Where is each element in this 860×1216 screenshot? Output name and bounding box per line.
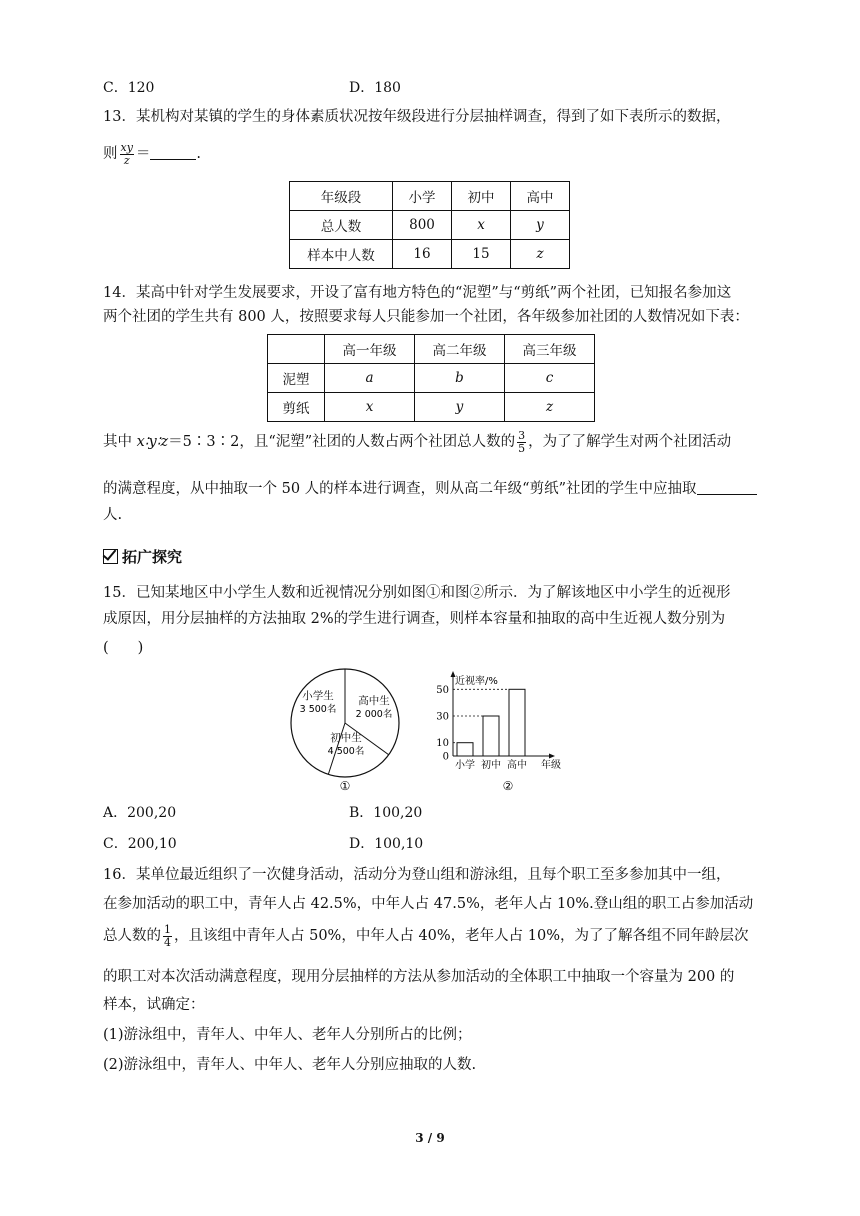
pie-caption: ① bbox=[339, 779, 351, 793]
q14-answer-blank[interactable] bbox=[697, 480, 757, 495]
table-row bbox=[268, 364, 595, 393]
y-axis-label: 近视率/% bbox=[455, 676, 498, 687]
q14-line3 bbox=[103, 430, 731, 454]
q15-line1: 15．已知某地区中小学生人数和近视情况分别如图①和图②所示．为了解该地区中小学生的近视形 bbox=[103, 585, 731, 601]
table-header-cell: 小学 bbox=[393, 182, 452, 211]
q13-line1: 13．某机构对某镇的学生的身体素质状况按年级段进行分层抽样调查，得到了如下表所示的数据， bbox=[103, 109, 731, 125]
option-a: A．200,20 bbox=[103, 805, 177, 821]
q16-line4: 的职工对本次活动满意程度，现用分层抽样的方法从参加活动的全体职工中抽取一个容量为 200 的 bbox=[103, 969, 735, 985]
x-tick-label: 小学 bbox=[455, 760, 475, 771]
q14-frac-den: 5 bbox=[518, 441, 526, 455]
q14-ratio-vars: x∶y∶z bbox=[136, 434, 169, 451]
table-cell: x bbox=[325, 393, 415, 422]
q16-frac-num: 1 bbox=[164, 923, 171, 936]
table-cell: 16 bbox=[393, 240, 452, 269]
table-header-cell: 高中 bbox=[511, 182, 570, 211]
table-row bbox=[268, 393, 595, 422]
table-cell: 泥塑 bbox=[268, 364, 325, 393]
table-cell: 800 bbox=[393, 211, 452, 240]
table-cell: b bbox=[415, 364, 505, 393]
q16-line5: 样本，试确定： bbox=[103, 997, 205, 1013]
table-cell: z bbox=[511, 240, 570, 269]
q13-prefix: 则 bbox=[103, 146, 118, 163]
x-tick-label: 高中 bbox=[507, 760, 527, 771]
q16-line3-a: 总人数的 bbox=[103, 928, 161, 945]
option-d: D．180 bbox=[349, 80, 401, 96]
table-header-cell: 初中 bbox=[452, 182, 511, 211]
q16-line1: 16．某单位最近组织了一次健身活动，活动分为登山组和游泳组，且每个职工至多参加其中一组， bbox=[103, 867, 731, 883]
table-row bbox=[290, 240, 570, 269]
page-number: 3 / 9 bbox=[415, 1131, 445, 1145]
table-row bbox=[290, 182, 570, 211]
checkbox-icon bbox=[103, 549, 118, 564]
q16-line7: (2)游泳组中，青年人、中年人、老年人分别应抽取的人数. bbox=[103, 1057, 477, 1073]
table-header-cell: 年级段 bbox=[290, 182, 393, 211]
x-tick-label: 初中 bbox=[481, 760, 501, 771]
table-cell: z bbox=[505, 393, 595, 422]
y-tick-label: 30 bbox=[436, 711, 449, 723]
y-tick-label: 50 bbox=[436, 684, 449, 696]
myopia-bar-chart bbox=[428, 668, 578, 793]
q13-frac-num: xy bbox=[120, 141, 133, 154]
q16-line2: 在参加活动的职工中，青年人占 42.5%，中年人占 47.5%，老年人占 10%.登山组的职工占参加活动 bbox=[103, 896, 754, 912]
y-tick-label: 0 bbox=[442, 751, 449, 763]
option-d: D．100,10 bbox=[349, 836, 424, 852]
q14-line4 bbox=[103, 480, 757, 498]
pie-count-junior: 4 500名 bbox=[327, 746, 365, 757]
section-title: 拓广探究 bbox=[122, 548, 183, 566]
table-cell: c bbox=[505, 364, 595, 393]
table-row bbox=[268, 335, 595, 364]
y-tick-label: 10 bbox=[436, 738, 449, 750]
q16-line3 bbox=[103, 924, 749, 948]
table-cell: y bbox=[415, 393, 505, 422]
q13-line2 bbox=[103, 142, 201, 166]
q15-line3: ( ) bbox=[103, 640, 144, 656]
table-cell: 剪纸 bbox=[268, 393, 325, 422]
table-header-cell: 高三年级 bbox=[505, 335, 595, 364]
option-b: B．100,20 bbox=[349, 805, 423, 821]
pie-label-junior: 初中生 bbox=[330, 732, 362, 744]
q13-answer-blank[interactable] bbox=[150, 145, 196, 160]
q14-line3-c: ，为了了解学生对两个社团活动 bbox=[528, 434, 732, 451]
q13-equals: ＝ bbox=[135, 146, 151, 163]
table-cell: x bbox=[452, 211, 511, 240]
q14-fraction bbox=[517, 430, 526, 454]
q13-table bbox=[289, 181, 570, 269]
pie-figure bbox=[286, 668, 406, 793]
pie-count-senior: 2 000名 bbox=[355, 709, 393, 720]
q13-fraction bbox=[120, 142, 134, 166]
table-header-cell: 高二年级 bbox=[415, 335, 505, 364]
x-axis-label: 年级 bbox=[541, 760, 561, 771]
table-cell: 总人数 bbox=[290, 211, 393, 240]
pie-label-senior: 高中生 bbox=[358, 695, 390, 707]
x-axis-arrow-icon bbox=[549, 754, 555, 759]
pie-label-primary: 小学生 bbox=[302, 690, 334, 702]
table-row bbox=[290, 211, 570, 240]
q14-line5: 人. bbox=[103, 507, 123, 523]
q16-line3-b: ，且该组中青年人占 50%，中年人占 40%，老年人占 10%，为了了解各组不同年龄层次 bbox=[174, 928, 749, 945]
q16-fraction bbox=[163, 924, 172, 948]
table-header-cell bbox=[268, 335, 325, 364]
bar-小学 bbox=[457, 743, 473, 756]
option-c: C．200,10 bbox=[103, 836, 177, 852]
table-cell: 15 bbox=[452, 240, 511, 269]
q14-line3-b: ＝5∶3∶2，且“泥塑”社团的人数占两个社团总人数的 bbox=[168, 434, 516, 451]
q16-line6: (1)游泳组中，青年人、中年人、老年人分别所占的比例； bbox=[103, 1027, 472, 1043]
bar-chart-caption: ② bbox=[502, 779, 514, 793]
table-cell: a bbox=[325, 364, 415, 393]
bar-高中 bbox=[509, 689, 525, 756]
q14-line2: 两个社团的学生共有 800 人，按照要求每人只能参加一个社团，各年级参加社团的人数情况如下表： bbox=[103, 309, 749, 325]
q14-line1: 14．某高中针对学生发展要求，开设了富有地方特色的“泥塑”与“剪纸”两个社团，已知报名参加这 bbox=[103, 285, 732, 301]
table-header-cell: 高一年级 bbox=[325, 335, 415, 364]
section-heading bbox=[103, 546, 182, 567]
q14-line3-a: 其中 bbox=[103, 434, 137, 451]
q14-line4-text: 的满意程度，从中抽取一个 50 人的样本进行调查，则从高二年级“剪纸”社团的学生中应抽取 bbox=[103, 481, 697, 497]
q15-line2: 成原因，用分层抽样的方法抽取 2%的学生进行调查，则样本容量和抽取的高中生近视人数分别为 bbox=[103, 611, 726, 627]
pie-count-primary: 3 500名 bbox=[299, 704, 337, 715]
q13-end: . bbox=[196, 146, 202, 163]
option-c: C．120 bbox=[103, 80, 155, 96]
q16-frac-den: 4 bbox=[164, 935, 171, 949]
q13-frac-den: z bbox=[123, 153, 130, 167]
table-cell: y bbox=[511, 211, 570, 240]
q14-table bbox=[267, 334, 595, 422]
q14-frac-num: 3 bbox=[518, 429, 526, 442]
bar-初中 bbox=[483, 716, 499, 756]
table-cell: 样本中人数 bbox=[290, 240, 393, 269]
